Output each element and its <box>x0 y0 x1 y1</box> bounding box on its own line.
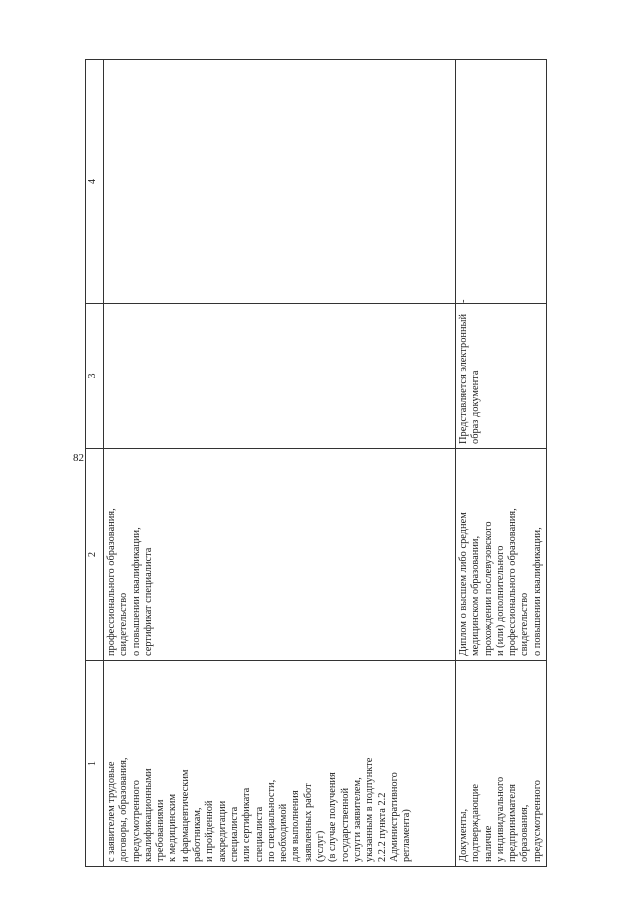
cell-col1 <box>104 661 456 867</box>
rotated-table-wrapper <box>85 60 543 867</box>
cell-line: (услуг) <box>315 830 327 862</box>
cell-col2 <box>456 449 547 661</box>
cell-line: Документы, <box>458 808 469 862</box>
cell-line: и (или) дополнительного <box>494 545 506 656</box>
cell-line: работникам, <box>192 807 204 862</box>
cell-line: Диплом о высшем либо среднем <box>458 512 469 656</box>
cell-line: и фармацевтическим <box>179 769 191 862</box>
cell-line: регламента) <box>401 809 413 862</box>
cell-line: Административного <box>388 772 400 862</box>
cell-line: к медицинским <box>167 793 179 862</box>
cell-line: заявленных работ <box>302 783 314 862</box>
cell-line: и пройденной <box>204 800 216 862</box>
cell-line: - <box>458 299 469 303</box>
cell-col3 <box>104 304 456 449</box>
cell-line: специалиста <box>253 806 265 862</box>
cell-line: подтверждающие <box>470 784 482 862</box>
cell-line: образования, <box>519 804 531 862</box>
cell-line: (в случае получения <box>327 772 339 862</box>
page-number: 82 <box>73 452 84 464</box>
cell-line: необходимой <box>278 803 290 862</box>
cell-line: Представляется электронный <box>458 313 469 444</box>
cell-line: наличие <box>482 825 494 862</box>
cell-line: профессионального образования, <box>507 508 519 656</box>
cell-line: для выполнения <box>290 790 302 862</box>
cell-line: сертификат специалиста <box>142 547 154 656</box>
cell-col2 <box>104 449 456 661</box>
column-header: 2 <box>86 449 104 661</box>
cell-line: предусмотренного <box>531 780 543 862</box>
cell-col1 <box>456 661 547 867</box>
cell-line: образ документа <box>470 370 482 444</box>
cell-line: услуги заявителем, <box>351 777 363 862</box>
cell-line: договоры, образования, <box>118 757 130 862</box>
cell-line: государственной <box>339 787 351 862</box>
column-header: 4 <box>86 60 104 304</box>
document-table <box>85 59 547 867</box>
header-row <box>86 60 104 867</box>
cell-line: специалиста <box>228 806 240 862</box>
column-header: 1 <box>86 661 104 867</box>
cell-line: или сертификата <box>241 787 253 862</box>
cell-col4 <box>456 60 547 304</box>
cell-line: профессионального образования, <box>106 508 117 656</box>
cell-line: свидетельство <box>519 592 531 656</box>
cell-line: 2.2.2 пункта 2.2 <box>376 792 388 862</box>
cell-line: медицинском образовании, <box>470 535 482 656</box>
cell-line: по специальности, <box>265 779 277 862</box>
cell-line: о повышении квалификации, <box>531 527 543 656</box>
cell-line: у индивидуального <box>494 776 506 862</box>
cell-line: свидетельство <box>118 592 130 656</box>
cell-line: квалификационными <box>142 768 154 862</box>
cell-col3 <box>456 304 547 449</box>
cell-line: с заявителем трудовые <box>106 761 117 862</box>
cell-line: предусмотренного <box>130 780 142 862</box>
cell-line: прохождении послевузовского <box>482 521 494 656</box>
table-row <box>104 60 456 867</box>
cell-col4 <box>104 60 456 304</box>
cell-line: предпринимателя <box>507 784 519 862</box>
table-row <box>456 60 547 867</box>
cell-line: аккредитации <box>216 800 228 862</box>
cell-line: указанным в подпункте <box>364 757 376 862</box>
column-header: 3 <box>86 304 104 449</box>
cell-line: о повышении квалификации, <box>130 527 142 656</box>
cell-line: требованиями <box>155 799 167 862</box>
